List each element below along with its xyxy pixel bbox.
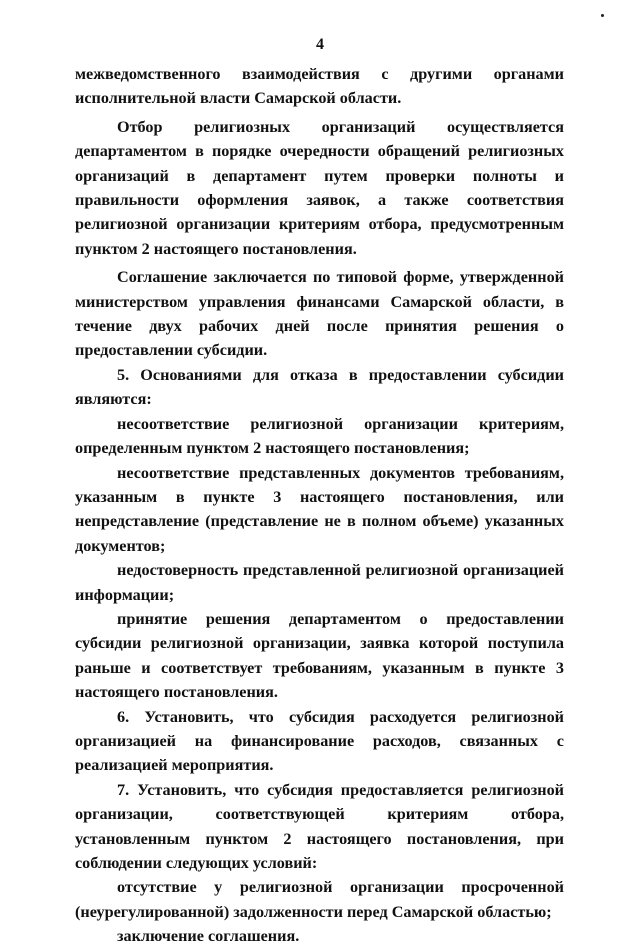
paragraph-ground-2: несоответствие представленных документов требованиям, указанным в пункте 3 настоящего постановления, или непредставление (представление не в полном объеме) указанных документов;	[75, 463, 564, 555]
paragraph-ground-3: недостоверность представленной религиозной организацией информации;	[75, 561, 564, 604]
paragraph-condition-1: отсутствие у религиозной организации просроченной (неурегулированной) задолженности перед Самарской областью;	[75, 878, 564, 921]
paragraph-clause-7: 7. Установить, что субсидия предоставляется религиозной организации, соответствующей критериям отбора, установленным пунктом 2 настоящего постановления, при соблюдении следующих условий:	[75, 780, 564, 872]
paragraph-clause-6: 6. Установить, что субсидия расходуется религиозной организацией на финансирование расходов, связанных с реализацией мероприятия.	[75, 707, 564, 775]
scan-mark	[601, 14, 604, 17]
paragraph-agreement: Соглашение заключается по типовой форме, утвержденной министерством управления финансами Самарской области, в течение двух рабочих дней после принятия решения о предоставлении субсидии.	[75, 268, 564, 360]
page-number: 4	[316, 36, 324, 53]
paragraph-ground-1: несоответствие религиозной организации критериям, определенным пунктом 2 настоящего постановления;	[75, 414, 564, 458]
document-body	[75, 62, 564, 949]
paragraph-condition-2: заключение соглашения.	[117, 927, 300, 946]
paragraph-continuation: межведомственного взаимодействия с другими органами исполнительной власти Самарской области.	[75, 65, 564, 108]
paragraph-selection: Отбор религиозных организаций осуществляется департаментом в порядке очередности обращений религиозных организаций в департамент путем проверки полноты и правильности оформления заявок, а также соответствия религиозной организации критериям отбора, предусмотренным пунктом 2 настоящего постановления.	[75, 117, 564, 258]
paragraph-ground-4: принятие решения департаментом о предоставлении субсидии религиозной организации, заявка которой поступила раньше и соответствует требованиям, указанным в пункте 3 настоящего постановления.	[75, 609, 564, 702]
paragraph-clause-5: 5. Основаниями для отказа в предоставлении субсидии являются:	[75, 365, 564, 409]
